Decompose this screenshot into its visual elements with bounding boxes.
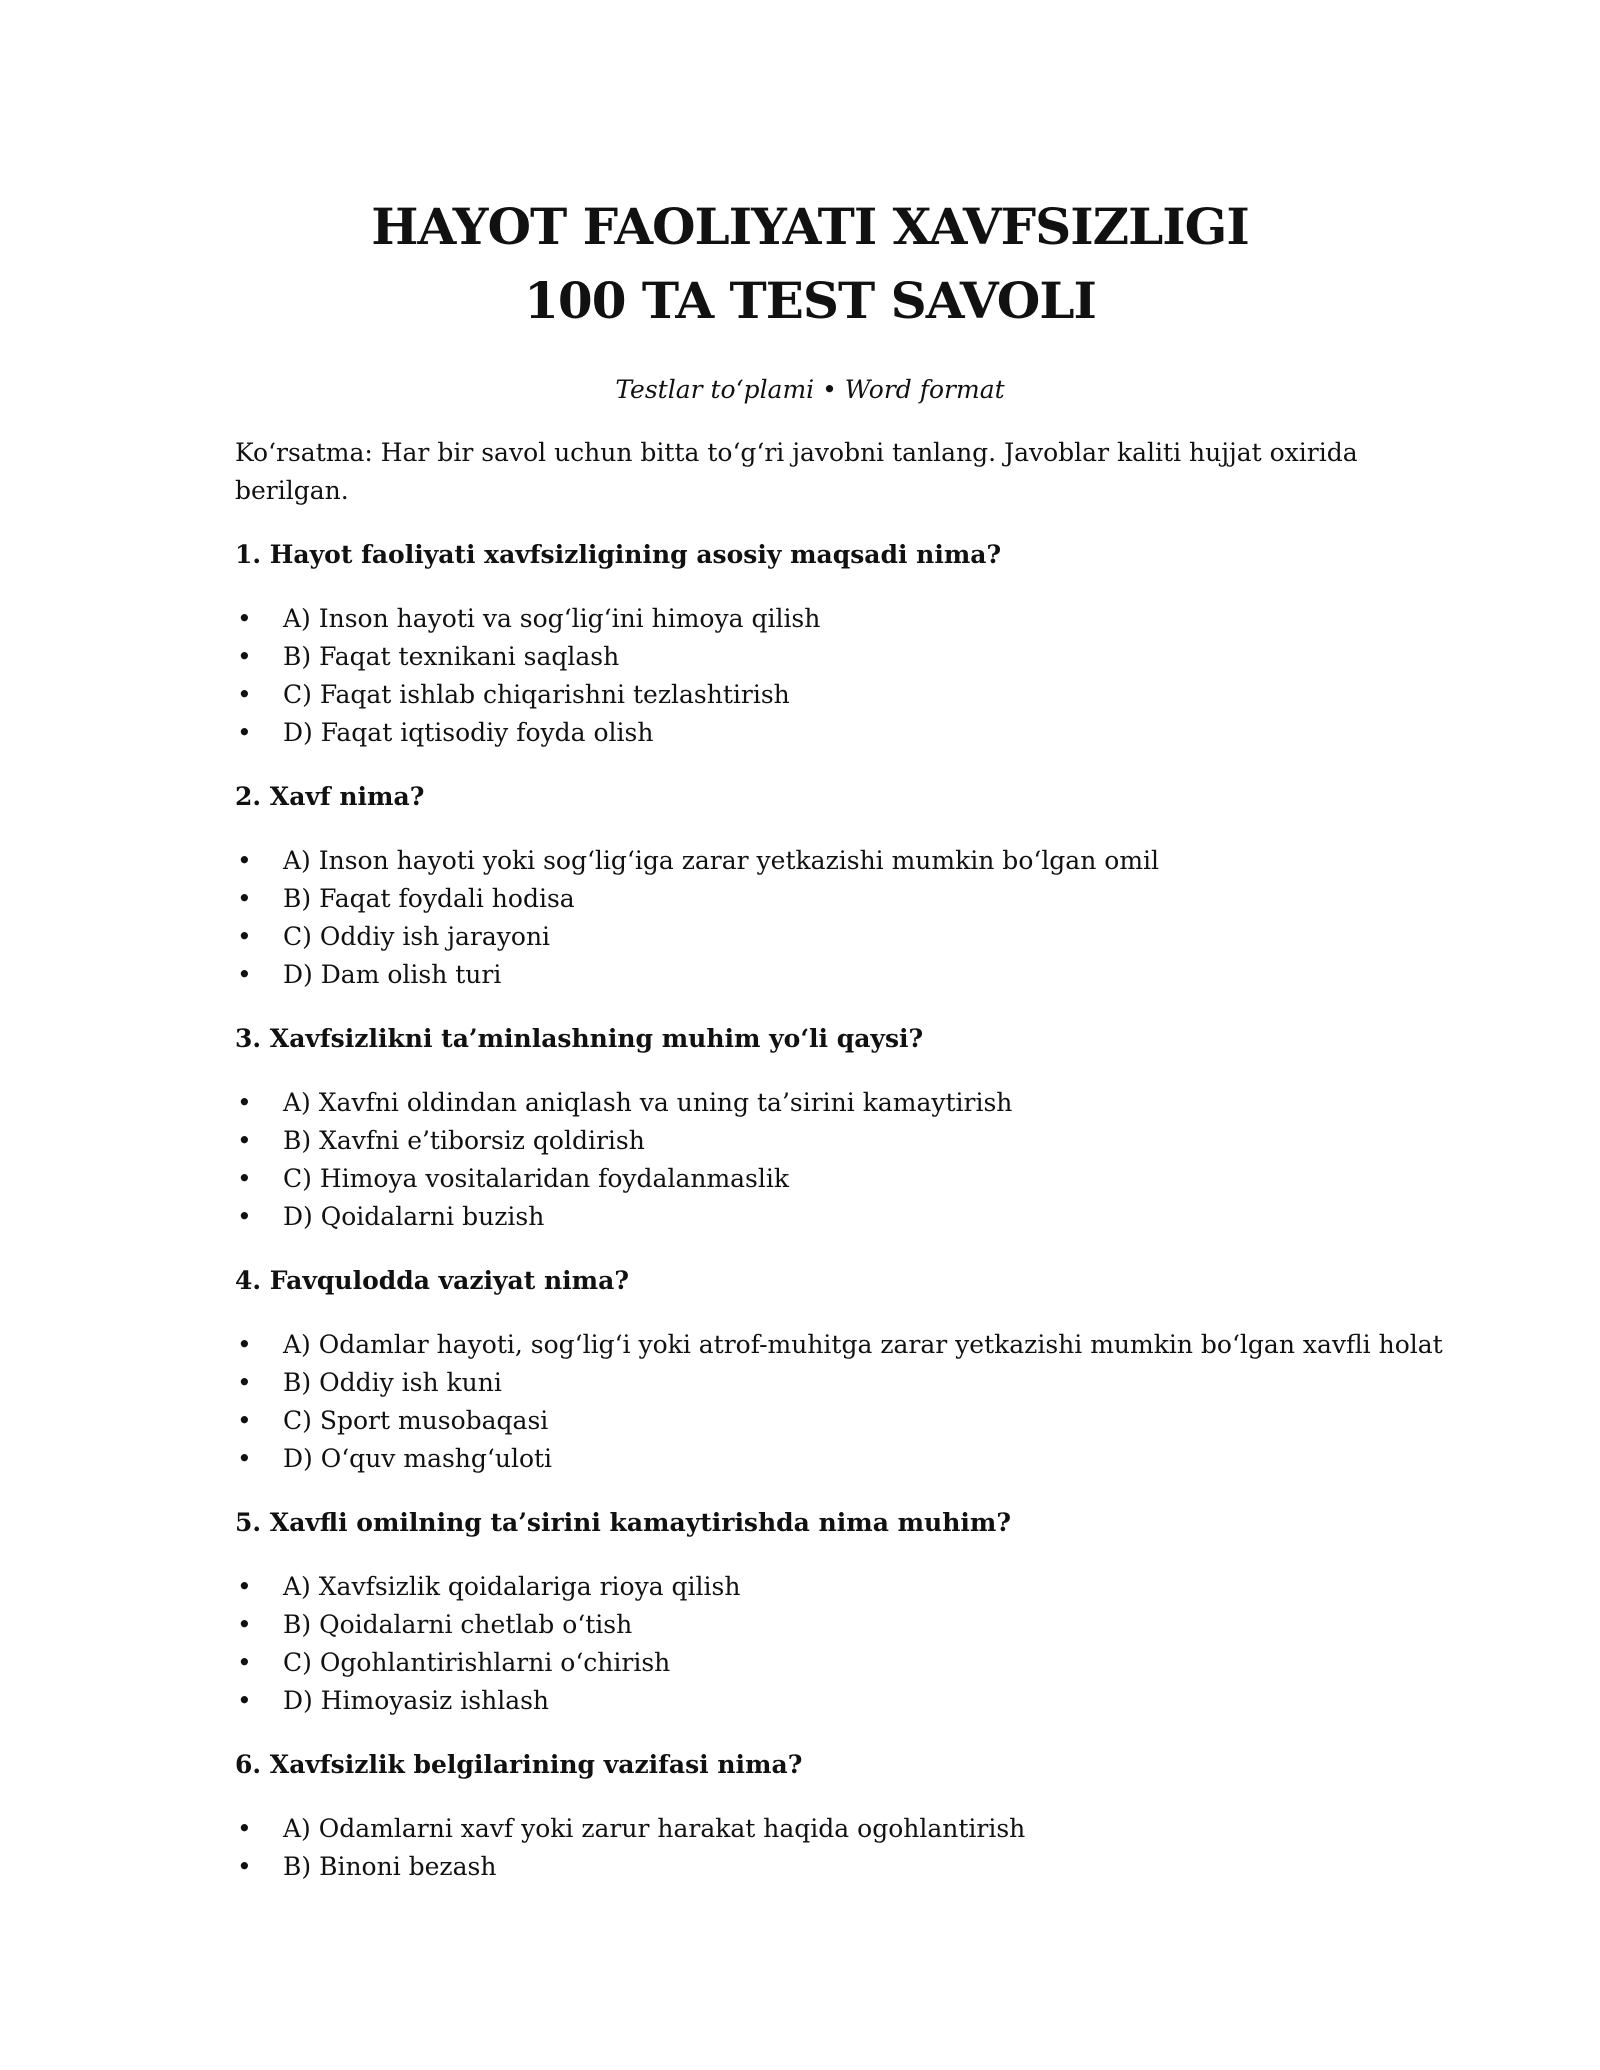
document-title — [235, 190, 1385, 338]
option-text: A) Odamlarni xavf yoki zarur harakat haqida ogohlantirish — [283, 1814, 1026, 1843]
option-text: C) Himoya vositalaridan foydalanmaslik — [283, 1164, 790, 1193]
question-1-options — [235, 600, 1385, 752]
question-5: 5. Xavfli omilning ta’sirini kamaytirishda nima muhim? — [235, 1508, 1012, 1537]
bullet-dot-icon: • — [237, 922, 252, 951]
option-text: C) Ogohlantirishlarni oʻchirish — [283, 1648, 671, 1677]
option-item — [235, 1644, 1385, 1682]
option-item — [235, 600, 1385, 638]
option-text: A) Xavfsizlik qoidalariga rioya qilish — [283, 1572, 741, 1601]
option-item — [235, 1198, 1385, 1236]
bullet-dot-icon: • — [237, 1814, 252, 1843]
bullet-dot-icon: • — [237, 1610, 252, 1639]
option-item — [235, 1402, 1385, 1440]
option-item — [235, 880, 1385, 918]
bullet-dot-icon: • — [237, 604, 252, 633]
option-item — [235, 1326, 1443, 1364]
bullet-dot-icon: • — [237, 1088, 252, 1117]
option-text: A) Odamlar hayoti, sogʻligʻi yoki atrof-muhitga zarar yetkazishi mumkin boʻlgan xavfli holat — [283, 1330, 1443, 1359]
option-text: D) Faqat iqtisodiy foyda olish — [283, 718, 654, 747]
option-item — [235, 1084, 1385, 1122]
bullet-dot-icon: • — [237, 1368, 252, 1397]
option-item — [235, 1848, 1385, 1886]
question-4: 4. Favqulodda vaziyat nima? — [235, 1266, 629, 1295]
instruction-paragraph: Koʻrsatma: Har bir savol uchun bitta toʻgʻri javobni tanlang. Javoblar kaliti hujjat oxirida berilgan. — [235, 438, 1358, 505]
option-item — [235, 1606, 1385, 1644]
option-text: D) Oʻquv mashgʻuloti — [283, 1444, 553, 1473]
option-item — [235, 638, 1385, 676]
bullet-dot-icon: • — [237, 1164, 252, 1193]
option-item — [235, 1440, 1385, 1478]
question-6: 6. Xavfsizlik belgilarining vazifasi nima? — [235, 1750, 803, 1779]
option-text: B) Binoni bezash — [283, 1852, 497, 1881]
option-item — [235, 676, 1385, 714]
bullet-dot-icon: • — [237, 680, 252, 709]
bullet-dot-icon: • — [237, 1648, 252, 1677]
question-2: 2. Xavf nima? — [235, 782, 425, 811]
bullet-dot-icon: • — [237, 642, 252, 671]
option-text: B) Faqat texnikani saqlash — [283, 642, 620, 671]
question-3: 3. Xavfsizlikni ta’minlashning muhim yoʻli qaysi? — [235, 1024, 924, 1053]
document-subtitle: Testlar toʻplami • Word format — [615, 375, 1005, 404]
option-text: B) Xavfni e’tiborsiz qoldirish — [283, 1126, 645, 1155]
option-item — [235, 714, 1385, 752]
option-item — [235, 1568, 1385, 1606]
bullet-dot-icon: • — [237, 718, 252, 747]
option-item — [235, 1122, 1385, 1160]
option-text: C) Oddiy ish jarayoni — [283, 922, 551, 951]
questions-list — [235, 536, 1443, 1886]
option-text: C) Sport musobaqasi — [283, 1406, 549, 1435]
option-text: B) Qoidalarni chetlab oʻtish — [283, 1610, 633, 1639]
bullet-dot-icon: • — [237, 1686, 252, 1715]
title-line-1: HAYOT FAOLIYATI XAVFSIZLIGI — [371, 197, 1249, 256]
option-item — [235, 1364, 1385, 1402]
question-2-options — [235, 842, 1385, 994]
question-4-options — [235, 1326, 1443, 1478]
option-item — [235, 842, 1385, 880]
bullet-dot-icon: • — [237, 1330, 252, 1359]
bullet-dot-icon: • — [237, 960, 252, 989]
bullet-dot-icon: • — [237, 1852, 252, 1881]
question-3-options — [235, 1084, 1385, 1236]
option-text: D) Dam olish turi — [283, 960, 502, 989]
option-text: A) Inson hayoti yoki sogʻligʻiga zarar yetkazishi mumkin boʻlgan omil — [283, 846, 1160, 875]
option-text: B) Oddiy ish kuni — [283, 1368, 502, 1397]
bullet-dot-icon: • — [237, 1202, 252, 1231]
question-6-options — [235, 1810, 1385, 1886]
option-item — [235, 918, 1385, 956]
option-item — [235, 1682, 1385, 1720]
bullet-dot-icon: • — [237, 1406, 252, 1435]
bullet-dot-icon: • — [237, 846, 252, 875]
option-text: A) Xavfni oldindan aniqlash va uning ta’sirini kamaytirish — [283, 1088, 1013, 1117]
option-text: D) Himoyasiz ishlash — [283, 1686, 550, 1715]
question-5-options — [235, 1568, 1385, 1720]
option-text: C) Faqat ishlab chiqarishni tezlashtirish — [283, 680, 790, 709]
option-text: D) Qoidalarni buzish — [283, 1202, 545, 1231]
question-1: 1. Hayot faoliyati xavfsizligining asosiy maqsadi nima? — [235, 540, 1002, 569]
bullet-dot-icon: • — [237, 1572, 252, 1601]
bullet-dot-icon: • — [237, 1126, 252, 1155]
document-page — [235, 190, 1443, 1886]
option-item — [235, 1160, 1385, 1198]
option-text: B) Faqat foydali hodisa — [283, 884, 575, 913]
bullet-dot-icon: • — [237, 884, 252, 913]
option-item — [235, 956, 1385, 994]
bullet-dot-icon: • — [237, 1444, 252, 1473]
title-line-2: 100 TA TEST SAVOLI — [524, 271, 1096, 330]
option-item — [235, 1810, 1385, 1848]
option-text: A) Inson hayoti va sogʻligʻini himoya qilish — [283, 604, 821, 633]
